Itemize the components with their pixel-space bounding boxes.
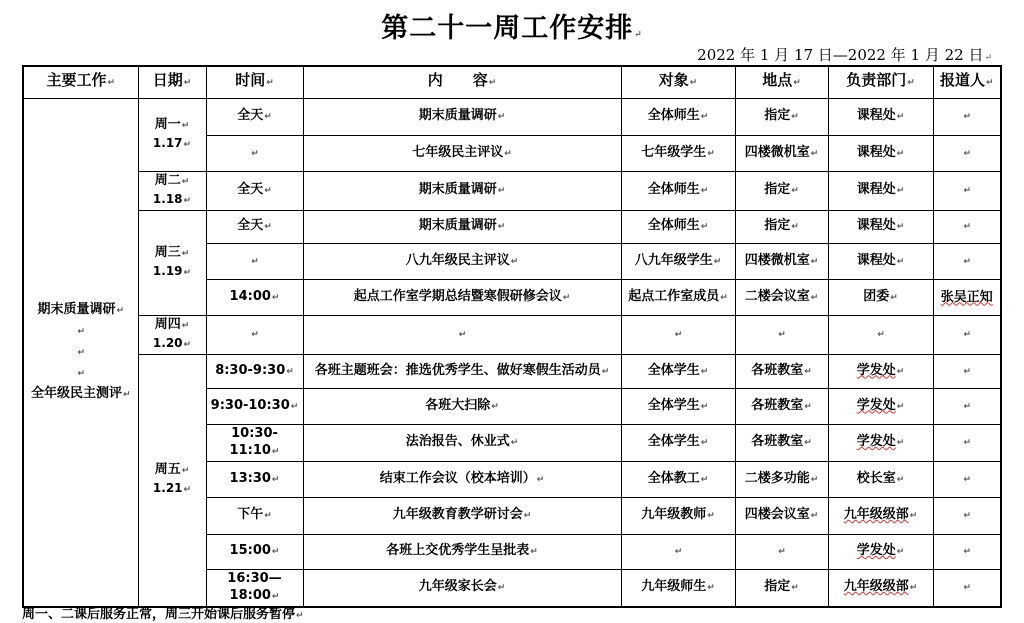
reporter-cell: ↵ — [933, 461, 1001, 497]
time-cell: 16:30—18:00↵ — [206, 569, 303, 607]
reporter-cell: ↵ — [933, 210, 1001, 243]
dept-cell: 九年级级部↵ — [828, 497, 933, 534]
col-header-date: 日期↵ — [138, 66, 206, 98]
time-cell: 14:00↵ — [206, 279, 303, 315]
target-cell: 八九年级学生↵ — [621, 243, 735, 279]
col-header-target: 对象↵ — [621, 66, 735, 98]
col-header-dept: 负责部门↵ — [828, 66, 933, 98]
date-range: 2022 年 1 月 17 日—2022 年 1 月 22 日↵ — [697, 46, 992, 64]
reporter-cell: 张吴正知 — [933, 279, 1001, 315]
time-cell: 全天↵ — [206, 98, 303, 135]
page-title: 第二十一周工作安排↵ — [381, 13, 643, 44]
header-row — [23, 66, 1001, 98]
reporter-cell: ↵ — [933, 569, 1001, 607]
place-cell: 各班教室↵ — [735, 388, 828, 424]
target-cell: 全体学生↵ — [621, 424, 735, 461]
dept-cell: 学发处↵ — [828, 534, 933, 569]
time-cell: ↵ — [206, 243, 303, 279]
reporter-cell: ↵ — [933, 354, 1001, 388]
target-cell: 全体师生↵ — [621, 98, 735, 135]
reporter-cell: ↵ — [933, 388, 1001, 424]
reporter-cell: ↵ — [933, 171, 1001, 210]
target-cell: 全体学生↵ — [621, 354, 735, 388]
table-row — [23, 354, 1001, 388]
table-row — [23, 98, 1001, 135]
target-cell: 全体教工↵ — [621, 461, 735, 497]
place-cell: 各班教室↵ — [735, 354, 828, 388]
col-header-time: 时间↵ — [206, 66, 303, 98]
target-cell: 全体学生↵ — [621, 388, 735, 424]
place-cell: 各班教室↵ — [735, 424, 828, 461]
dept-cell: ↵ — [828, 315, 933, 354]
table-row — [23, 210, 1001, 243]
schedule-table — [22, 65, 1002, 608]
footer-note: 周一、二课后服务正常，周三开始课后服务暂停↵ — [22, 607, 304, 622]
reporter-cell: ↵ — [933, 243, 1001, 279]
place-cell: 指定↵ — [735, 171, 828, 210]
content-cell: 期末质量调研↵ — [303, 98, 621, 135]
time-cell: ↵ — [206, 135, 303, 171]
place-cell: 指定↵ — [735, 98, 828, 135]
dept-cell: 校长室↵ — [828, 461, 933, 497]
dept-cell: 课程处↵ — [828, 243, 933, 279]
main-work-line-1: 期末质量调研 — [37, 301, 116, 317]
dept-cell: 学发处↵ — [828, 388, 933, 424]
time-cell: 9:30-10:30↵ — [206, 388, 303, 424]
day-cell-thu: 周四↵ 1.20↵ — [138, 315, 206, 354]
target-cell: 全体师生↵ — [621, 171, 735, 210]
content-cell: 法治报告、休业式↵ — [303, 424, 621, 461]
day-cell-wed: 周三↵ 1.19↵ — [138, 210, 206, 315]
content-cell: 各班主题班会：推选优秀学生、做好寒假生活动员↵ — [303, 354, 621, 388]
place-cell: 四楼微机室↵ — [735, 243, 828, 279]
place-cell: 指定↵ — [735, 210, 828, 243]
table-row — [23, 315, 1001, 354]
time-cell: 下午↵ — [206, 497, 303, 534]
col-header-reporter: 报道人↵ — [933, 66, 1001, 98]
target-cell: 九年级教师↵ — [621, 497, 735, 534]
target-cell: 九年级师生↵ — [621, 569, 735, 607]
col-header-place: 地点↵ — [735, 66, 828, 98]
place-cell: 四楼微机室↵ — [735, 135, 828, 171]
content-cell: 期末质量调研↵ — [303, 210, 621, 243]
content-cell: 九年级家长会↵ — [303, 569, 621, 607]
place-cell: ↵ — [735, 534, 828, 569]
content-cell: 八九年级民主评议↵ — [303, 243, 621, 279]
dept-cell: 学发处↵ — [828, 424, 933, 461]
content-cell: 七年级民主评议↵ — [303, 135, 621, 171]
reporter-cell: ↵ — [933, 98, 1001, 135]
time-cell: 15:00↵ — [206, 534, 303, 569]
time-cell: ↵ — [206, 315, 303, 354]
main-work-line-2: 全年级民主测评 — [30, 385, 122, 401]
day-cell-tue: 周二↵ 1.18↵ — [138, 171, 206, 210]
place-cell: 二楼会议室↵ — [735, 279, 828, 315]
day-cell-fri: 周五↵ 1.21↵ — [138, 354, 206, 607]
place-cell: 四楼会议室↵ — [735, 497, 828, 534]
target-cell: 全体师生↵ — [621, 210, 735, 243]
dept-cell: 课程处↵ — [828, 98, 933, 135]
time-cell: 13:30↵ — [206, 461, 303, 497]
time-cell: 全天↵ — [206, 171, 303, 210]
place-cell: 二楼多功能↵ — [735, 461, 828, 497]
dept-cell: 学发处↵ — [828, 354, 933, 388]
reporter-cell: ↵ — [933, 497, 1001, 534]
content-cell: 九年级教育教学研讨会↵ — [303, 497, 621, 534]
dept-cell: 团委↵ — [828, 279, 933, 315]
content-cell: 各班上交优秀学生呈批表↵ — [303, 534, 621, 569]
time-cell: 8:30-9:30↵ — [206, 354, 303, 388]
dept-cell: 九年级级部↵ — [828, 569, 933, 607]
target-cell: ↵ — [621, 534, 735, 569]
target-cell: 起点工作室成员↵ — [621, 279, 735, 315]
target-cell: ↵ — [621, 315, 735, 354]
reporter-cell: ↵ — [933, 315, 1001, 354]
reporter-cell: ↵ — [933, 135, 1001, 171]
dept-cell: 课程处↵ — [828, 210, 933, 243]
reporter-cell: ↵ — [933, 424, 1001, 461]
dept-cell: 课程处↵ — [828, 171, 933, 210]
content-cell: 起点工作室学期总结暨寒假研修会议↵ — [303, 279, 621, 315]
content-cell: 结束工作会议（校本培训）↵ — [303, 461, 621, 497]
main-work-cell: 期末质量调研↵ ↵ ↵ ↵ 全年级民主测评↵ — [23, 98, 138, 607]
reporter-cell: ↵ — [933, 534, 1001, 569]
dept-cell: 课程处↵ — [828, 135, 933, 171]
time-cell: 全天↵ — [206, 210, 303, 243]
col-header-main-work: 主要工作↵ — [23, 66, 138, 98]
target-cell: 七年级学生↵ — [621, 135, 735, 171]
content-cell: ↵ — [303, 315, 621, 354]
time-cell: 10:30-11:10↵ — [206, 424, 303, 461]
col-header-content: 内 容↵ — [303, 66, 621, 98]
table-row — [23, 171, 1001, 210]
place-cell: 指定↵ — [735, 569, 828, 607]
day-cell-mon: 周一↵ 1.17↵ — [138, 98, 206, 171]
content-cell: 期末质量调研↵ — [303, 171, 621, 210]
place-cell: ↵ — [735, 315, 828, 354]
content-cell: 各班大扫除↵ — [303, 388, 621, 424]
